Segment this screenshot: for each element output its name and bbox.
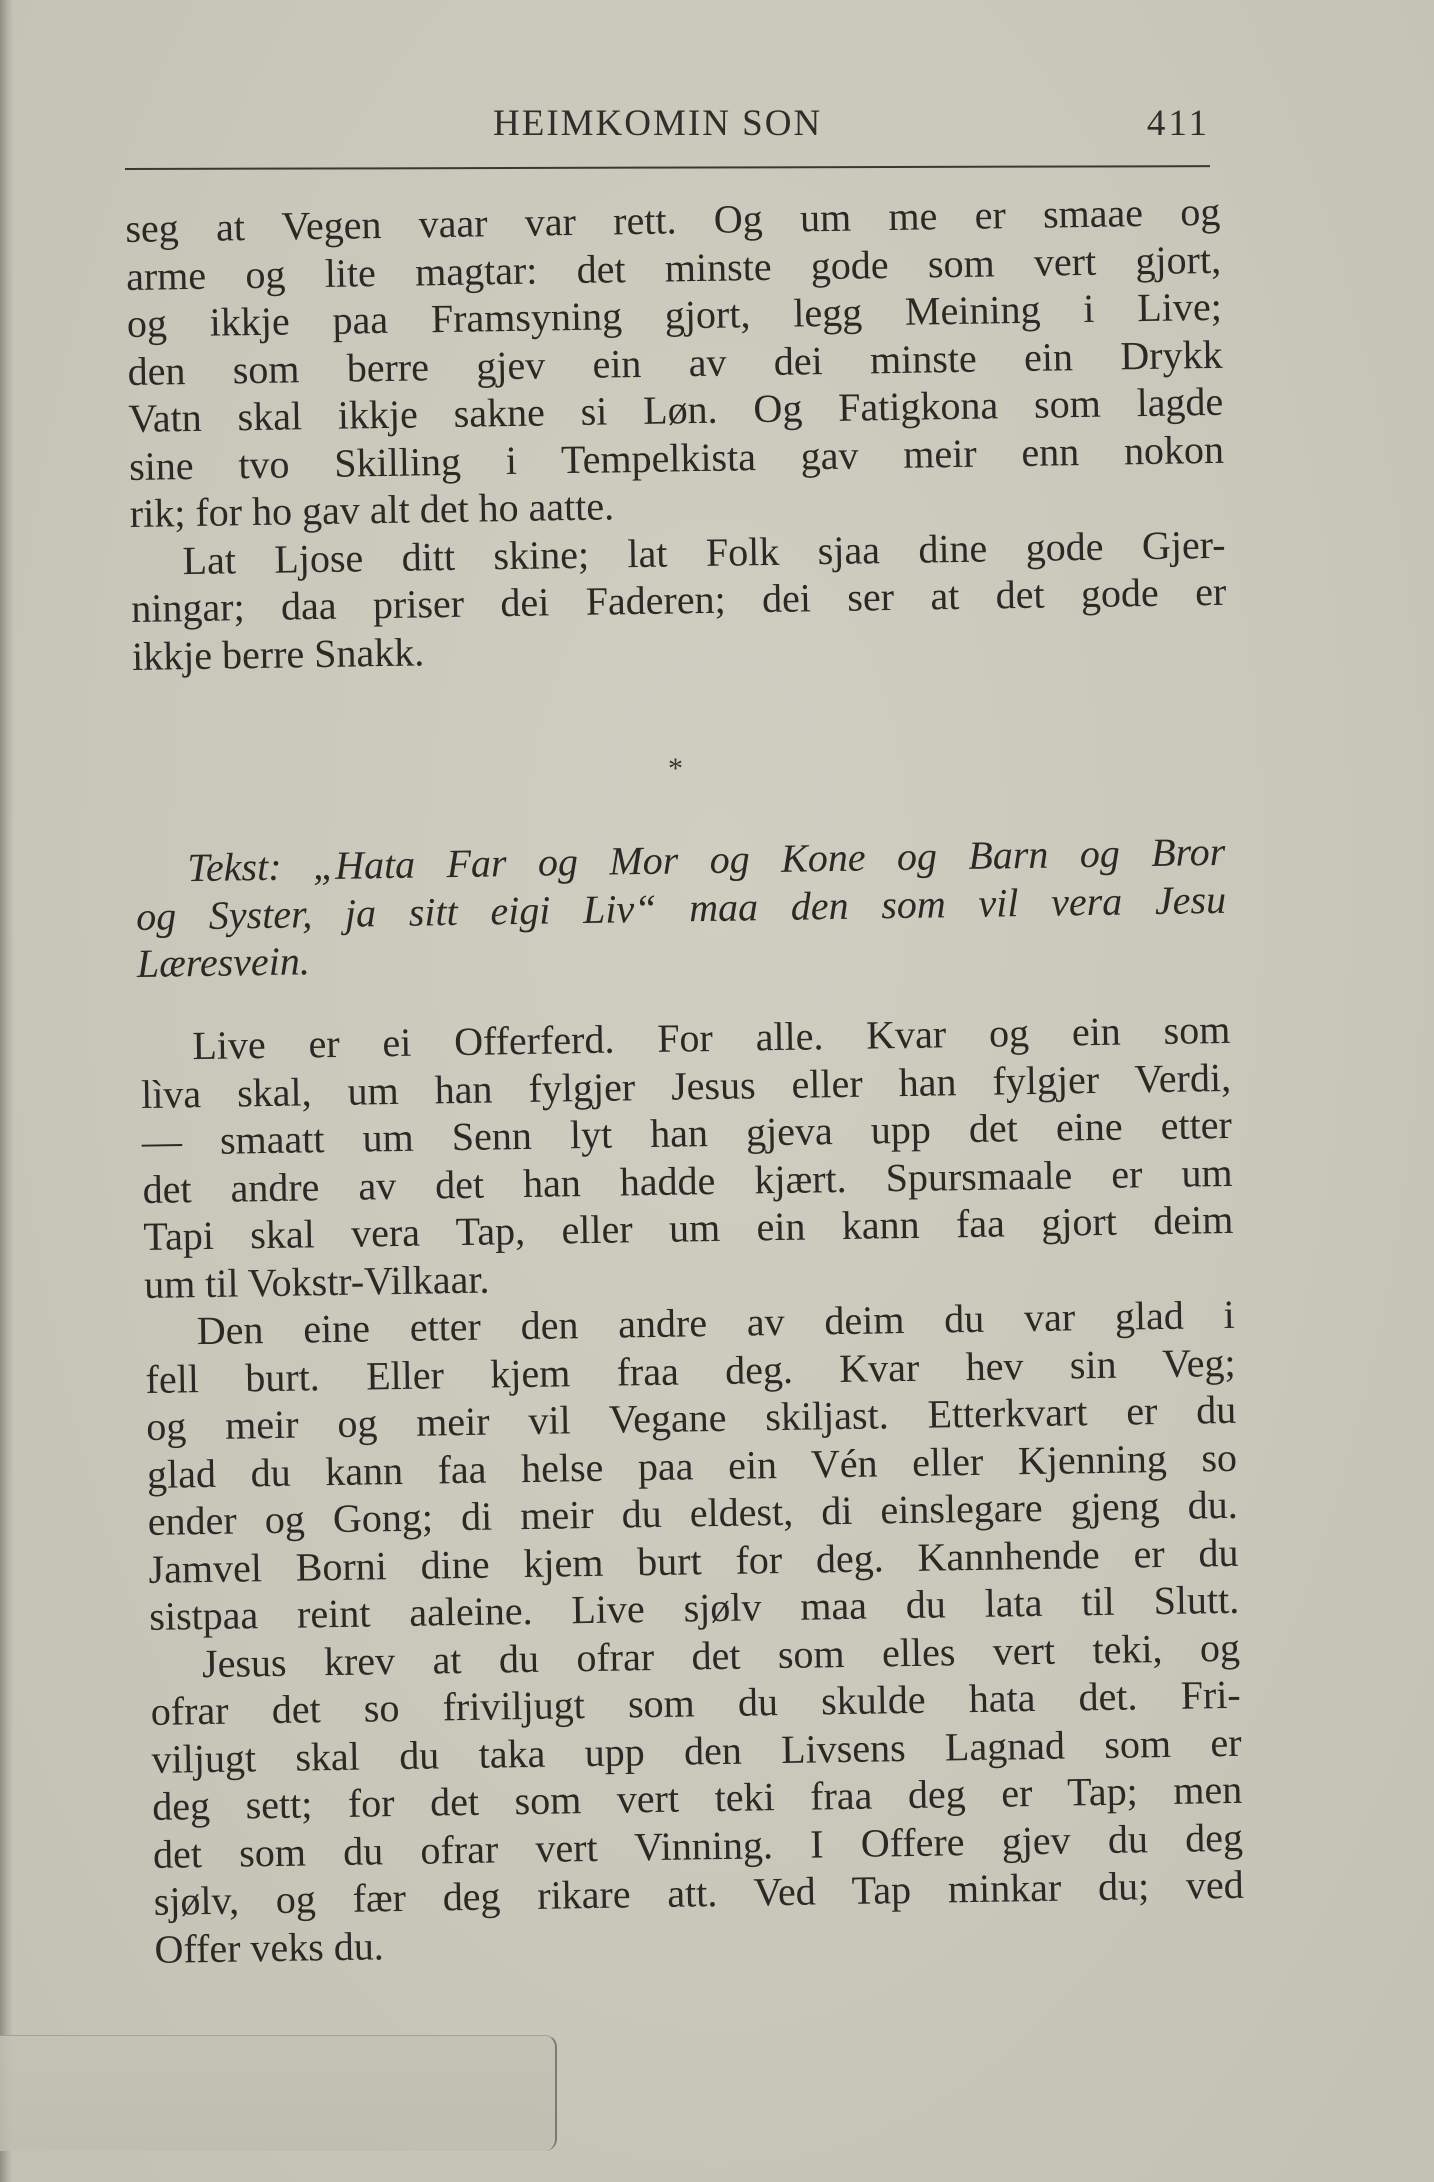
text-line: Jesus krev at du ofrar det som elles vert teki, og	[201, 1624, 1241, 1686]
text-line: fell burt. Eller kjem fraa deg. Kvar hev sin Veg;	[145, 1339, 1236, 1402]
text-line: ender og Gong; di meir du eldest, di einslegare gjeng du.	[147, 1481, 1239, 1544]
text-line: Live er ei Offerferd. For alle. Kvar og ein som	[192, 1006, 1231, 1069]
text-line: den som berre gjev ein av dei minste ein Drykk	[127, 331, 1223, 394]
text-line: Vatn skal ikkje sakne si Løn. Og Fatigkona som lagde	[128, 378, 1224, 441]
page-binding-edge	[0, 0, 14, 2182]
text-line: Læresvein.	[136, 938, 311, 986]
text-line: sistpaa reint aaleine. Live sjølv maa du lata til Slutt.	[148, 1576, 1240, 1639]
text-line: sine tvo Skilling i Tempelkista gav meir enn nokon	[128, 426, 1225, 489]
text-line: og meir og meir vil Vegane skiljast. Etterkvart er du	[145, 1386, 1237, 1449]
paragraph-block-1	[125, 188, 1227, 680]
text-line: Lat Ljose ditt skine; lat Folk sjaa dine gode Gjer-	[182, 521, 1226, 583]
text-line: Den eine etter den andre av deim du var glad i	[196, 1291, 1236, 1354]
section-separator: *	[668, 752, 683, 785]
text-line: Jamvel Borni dine kjem burt for deg. Kannhende er du	[148, 1529, 1239, 1592]
running-title: HEIMKOMIN SON	[493, 103, 823, 144]
text-line: og Syster, ja sitt eigi Liv“ maa den som vil vera Jesu	[135, 876, 1227, 939]
page-stain	[0, 2035, 557, 2151]
text-line: ofrar det so friviljugt som du skulde hata det. Fri-	[150, 1671, 1242, 1734]
text-line: sjølv, og fær deg rikare att. Ved Tap minkar du; ved	[153, 1861, 1245, 1924]
text-line: ikkje berre Snakk.	[131, 628, 425, 679]
page-number: 411	[1146, 103, 1210, 144]
text-line: det som du ofrar vert Vinning. I Offere gjev du deg	[152, 1814, 1244, 1877]
header-rule	[125, 165, 1210, 170]
text-line: — smaatt um Senn lyt han gjeva upp det eine etter	[141, 1101, 1233, 1164]
page-header	[125, 102, 1210, 152]
text-line: Offer veks du.	[154, 1922, 385, 1972]
text-line: det andre av det han hadde kjært. Spursmaale er um	[142, 1149, 1233, 1212]
text-line: glad du kann faa helse paa ein Vén eller Kjenning so	[146, 1434, 1238, 1497]
text-line: arme og lite magtar: det minste gode som vert gjort,	[125, 236, 1222, 299]
text-line: lìva skal, um han fylgjer Jesus eller han fylgjer Verdi,	[140, 1054, 1232, 1117]
paragraph-block-2	[140, 1006, 1245, 1973]
text-line: deg sett; for det som vert teki fraa deg er Tap; men	[151, 1766, 1243, 1829]
scripture-text	[135, 828, 1227, 988]
text-line: viljugt skal du taka upp den Livsens Lagnad som er	[151, 1719, 1242, 1782]
text-line: um til Vokstr-Vilkaar.	[143, 1256, 490, 1307]
text-line: ningar; daa priser dei Faderen; dei ser at det gode er	[130, 568, 1227, 631]
text-line: Tapi skal vera Tap, eller um ein kann faa gjort deim	[143, 1196, 1234, 1259]
text-line: og ikkje paa Framsyning gjort, legg Meining i Live;	[126, 283, 1223, 346]
text-line: seg at Vegen vaar var rett. Og um me er smaae og	[125, 188, 1221, 251]
text-line: rik; for ho gav alt det ho aatte.	[129, 483, 615, 536]
text-line: Tekst: „Hata Far og Mor og Kone og Barn og Bror	[187, 828, 1226, 891]
